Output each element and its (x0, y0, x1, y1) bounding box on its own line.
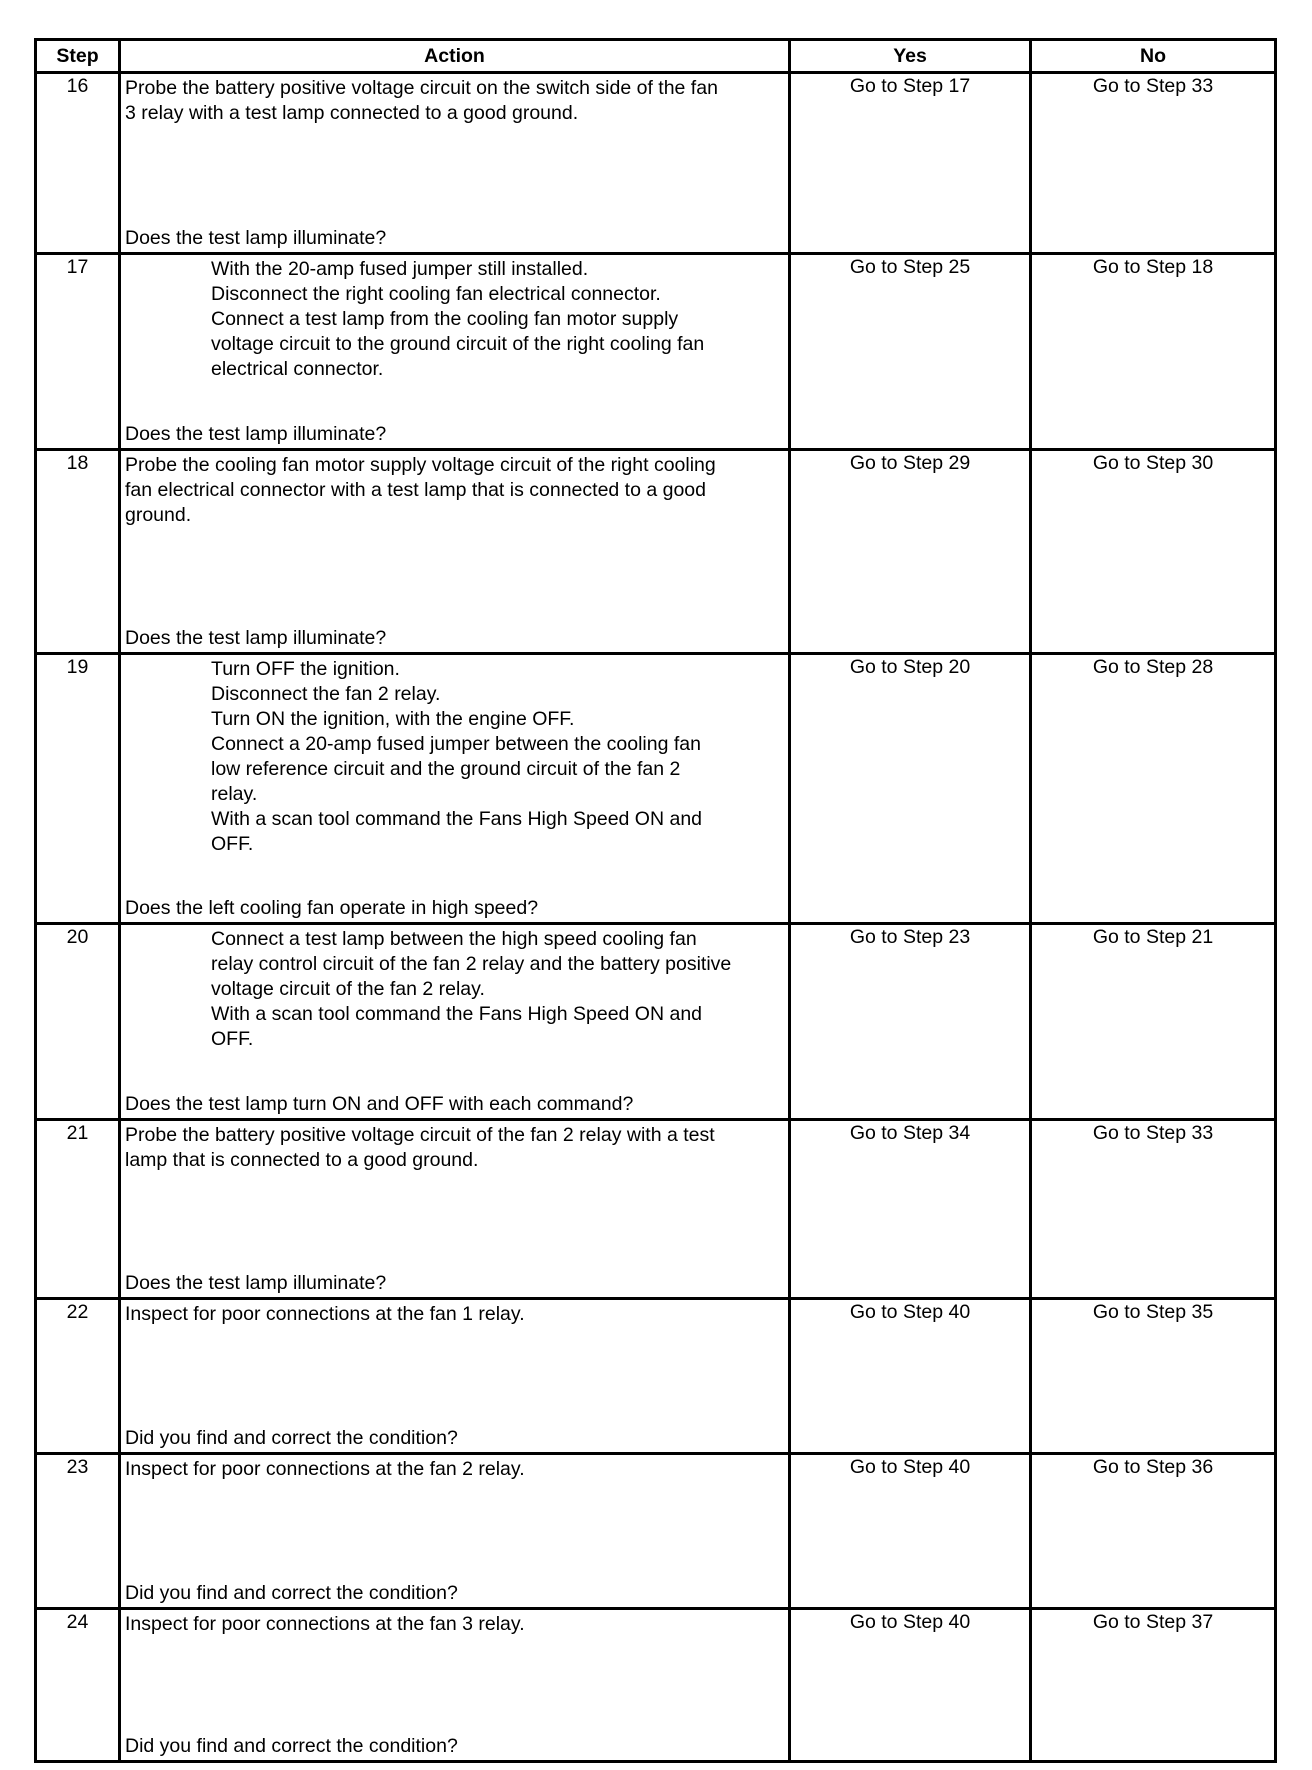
action-text: Inspect for poor connections at the fan 1 relay. (125, 1303, 525, 1325)
action-text: Probe the battery positive voltage circuit on the switch side of the fan 3 relay with a test lamp connected to a good ground. (125, 77, 718, 124)
no-outcome: Go to Step 35 (1031, 1299, 1276, 1454)
action-text: Inspect for poor connections at the fan 3 relay. (125, 1613, 525, 1635)
action-text: Connect a test lamp between the high speed cooling fan relay control circuit of the fan 2 relay and the battery positive voltage circuit of the fan 2 relay. With a scan tool command the Fans High Speed ON and OFF. (211, 928, 732, 1050)
table-row (36, 1609, 1276, 1762)
yes-outcome: Go to Step 23 (790, 924, 1031, 1120)
step-number: 16 (36, 73, 120, 254)
step-number: 24 (36, 1609, 120, 1762)
action-question: Does the left cooling fan operate in high speed? (125, 897, 539, 919)
action-text: Turn OFF the ignition. Disconnect the fan 2 relay. Turn ON the ignition, with the engine OFF. Connect a 20-amp fused jumper between the cooling fan low reference circuit and the ground circuit of the fan 2 relay. With a scan tool command the Fans High Speed ON and OFF. (211, 658, 703, 855)
action-question: Does the test lamp turn ON and OFF with each command? (125, 1093, 634, 1115)
table-row (36, 1454, 1276, 1609)
no-outcome: Go to Step 37 (1031, 1609, 1276, 1762)
action-text: Inspect for poor connections at the fan 2 relay. (125, 1458, 525, 1480)
table-row (36, 450, 1276, 654)
action-cell (120, 450, 790, 654)
action-text: With the 20-amp fused jumper still installed. Disconnect the right cooling fan electrical connector. Connect a test lamp from the cooling fan motor supply voltage circuit to the ground circuit of the right cooling fan electrical connector. (211, 258, 705, 380)
action-question: Does the test lamp illuminate? (125, 627, 387, 649)
action-question: Does the test lamp illuminate? (125, 227, 387, 249)
table-row (36, 73, 1276, 254)
no-outcome: Go to Step 36 (1031, 1454, 1276, 1609)
header-step: Step (36, 40, 120, 73)
yes-outcome: Go to Step 17 (790, 73, 1031, 254)
action-cell (120, 73, 790, 254)
header-yes: Yes (790, 40, 1031, 73)
action-cell (120, 1454, 790, 1609)
yes-outcome: Go to Step 40 (790, 1454, 1031, 1609)
step-number: 17 (36, 254, 120, 450)
no-outcome: Go to Step 33 (1031, 73, 1276, 254)
diagnostic-steps-table (34, 38, 1277, 1763)
action-text: Probe the battery positive voltage circuit of the fan 2 relay with a test lamp that is connected to a good ground. (125, 1124, 715, 1171)
action-text: Probe the cooling fan motor supply voltage circuit of the right cooling fan electrical connector with a test lamp that is connected to a good ground. (125, 454, 716, 526)
no-outcome: Go to Step 18 (1031, 254, 1276, 450)
action-cell (120, 654, 790, 924)
action-question: Did you find and correct the condition? (125, 1427, 458, 1449)
action-question: Does the test lamp illuminate? (125, 1272, 387, 1294)
action-cell (120, 1120, 790, 1299)
no-outcome: Go to Step 30 (1031, 450, 1276, 654)
action-cell (120, 1299, 790, 1454)
step-number: 21 (36, 1120, 120, 1299)
table-row (36, 924, 1276, 1120)
action-question: Did you find and correct the condition? (125, 1582, 458, 1604)
table-row (36, 1299, 1276, 1454)
yes-outcome: Go to Step 34 (790, 1120, 1031, 1299)
yes-outcome: Go to Step 25 (790, 254, 1031, 450)
step-number: 22 (36, 1299, 120, 1454)
header-no: No (1031, 40, 1276, 73)
action-cell (120, 254, 790, 450)
action-cell (120, 1609, 790, 1762)
action-cell (120, 924, 790, 1120)
no-outcome: Go to Step 21 (1031, 924, 1276, 1120)
table-row (36, 254, 1276, 450)
yes-outcome: Go to Step 29 (790, 450, 1031, 654)
table-row (36, 1120, 1276, 1299)
step-number: 23 (36, 1454, 120, 1609)
yes-outcome: Go to Step 40 (790, 1299, 1031, 1454)
action-question: Does the test lamp illuminate? (125, 423, 387, 445)
table-header-row (36, 40, 1276, 73)
header-action: Action (120, 40, 790, 73)
table-row (36, 654, 1276, 924)
action-question: Did you find and correct the condition? (125, 1735, 458, 1757)
step-number: 18 (36, 450, 120, 654)
yes-outcome: Go to Step 20 (790, 654, 1031, 924)
no-outcome: Go to Step 33 (1031, 1120, 1276, 1299)
step-number: 20 (36, 924, 120, 1120)
step-number: 19 (36, 654, 120, 924)
yes-outcome: Go to Step 40 (790, 1609, 1031, 1762)
no-outcome: Go to Step 28 (1031, 654, 1276, 924)
